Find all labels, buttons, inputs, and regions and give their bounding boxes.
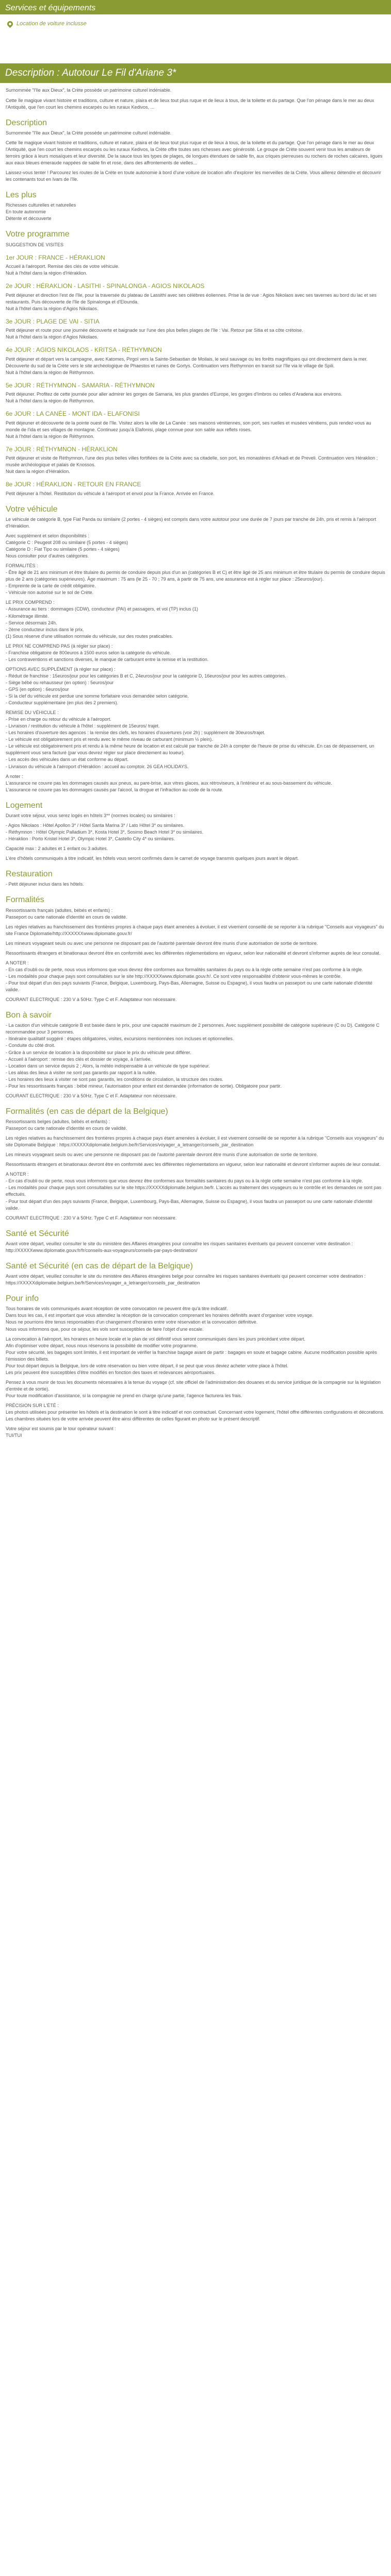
location-pin-icon xyxy=(6,20,14,28)
day-title: 8e JOUR : HÉRAKLION - RETOUR EN FRANCE xyxy=(6,481,141,488)
services-band xyxy=(0,0,391,14)
vehicule-paragraph: LE PRIX NE COMPREND PAS (à régler sur place) : - Franchise obligatoire de 800euros à 1500 euros selon la catégorie du véhicule. - Les contraventions et sanctions diverses, le manque de carburant entre la remise et la restitution. xyxy=(6,643,209,662)
formalites-be-paragraph: Les mineurs voyageant seuls ou avec une personne ne disposant pas de l'autorité parentale devront être munis d'une autorisation de sortie de territoire. xyxy=(6,1152,318,1158)
pour-info-paragraph: Tous horaires de vols communiqués avant réception de votre convocation ne peuvent être qu'à titre indicatif. Dans tous les cas, il est important que vous attendiez la réception de la convocation comprenant les horaires définitifs avant d'organiser votre voyage. Nous ne pourrions être tenus responsables d'un changement d'horaires entre votre réservation et la convocation définitive. Nous vous informons que, pour ce séjour, les vols sont susceptibles de faire l'objet d'une escale. xyxy=(6,1306,314,1332)
restauration-block xyxy=(6,881,385,888)
logement-paragraph: L'ère d'hôtels communiqués à titre indicatif, les hôtels vous seront confirmés dans le carnet de voyage transmis quelques jours avant le départ. xyxy=(6,856,299,861)
day-title: 2e JOUR : HÉRAKLION - LASITHI - SPINALONGA - AGIOS NIKOLAOS xyxy=(6,282,205,290)
section-heading: Logement xyxy=(6,801,43,810)
day-text: Petit déjeuner et route pour une journée découverte et baignade sur l'une des plus belles plages de l'île : Vai. Retour par Sitia et sa côte crétoise. Nuit à l'hôtel dans la région d'Agios Nikolaos. xyxy=(6,328,303,340)
description-title: Description : Autotour Le Fil d'Ariane 3* xyxy=(5,67,176,78)
logement-paragraph: Durant votre séjour, vous serez logés en hôtels 3** (normes locales) ou similaires : xyxy=(6,812,175,818)
services-title: Services et équipements xyxy=(5,4,96,12)
vehicule-paragraph: Le véhicule de catégorie B, type Fiat Panda ou similaire (2 portes - 4 sièges) est compris dans votre autotour pour une durée de 7 jours par tranche de 24h, pris et remis à l'aéroport d'Héraklion. xyxy=(6,516,377,529)
formalites-be-paragraph: A NOTER : - En cas d'oubli ou de perte, nous vous informons que vous devrez être conformes aux formalités sanitaires du pays ou à la règle cette semaine n'est pas conforme à la règle. - Les modalités pour chaque pays sont consultables sur le site https://XXXXXdiplomatie.belgium.be/fr. L'accès au traitement des voyageurs ou le contrôle et les demandes ne sont pas effectués. - Pour tout départ d'un des pays suivants (France, Belgique, Luxembourg, Pays-Bas, Allemagne, Suisse ou Espagne), il vous faudra un passeport ou une carte nationale d'identité valide. xyxy=(6,1172,382,1211)
formalites-be-paragraph: Ressortissants belges (adultes, bébés et enfants) : Passeport ou carte nationale d'identité en cours de validité. xyxy=(6,1119,127,1131)
description-content xyxy=(0,83,391,1439)
section-heading: Bon à savoir xyxy=(6,1011,52,1020)
les-plus-item: Richesses culturelles et naturelles xyxy=(6,202,76,208)
formalites-paragraph: COURANT ELECTRIQUE : 230 V à 50Hz. Type C et F. Adaptateur non nécessaire. xyxy=(6,997,177,1003)
location-label: Location de voiture inclusse xyxy=(17,21,87,27)
day-title: 6e JOUR : LA CANÉE - MONT IDA - ELAFONISI xyxy=(6,410,140,418)
section-heading: Santé et Sécurité xyxy=(6,1229,69,1238)
pour-info-paragraph: PRÉCISION SUR L'ÉTÉ : Les photos utilisées pour présenter les hôtels et la destination le sont à titre indicatif et non contractuel. Concernant votre logement, l'hôtel offre différentes configurations et décorations. Les chambres situées lors de votre arrivée peuvent être ainsi différentes de celles figurant en photo sur le présent descriptif. xyxy=(6,1403,384,1422)
intro-line: Surnommée "l'Ile aux Dieux", la Crète possède un patrimoine culturel indéniable. xyxy=(6,88,172,93)
day-title: 1er JOUR : FRANCE - HÉRAKLION xyxy=(6,253,105,261)
description-paragraph: Cette île magique vivant histoire et traditions, culture et nature, plaira et de lieux tout plus ruque et de lieux à tous, de la toilette et du partage. Que l'on pénage dans le mer au deux l'Antiquité, que l'en court les chemins escarpés ou les ruraux Kedivos, la Crète offre toutes ses richesses avec générosité. Le groupe de Crète souvent venir tous les amateurs de terroirs grâce à leurs mosaïques et leur diversité. De la sauce tous les types de plages, de longues étendues de sable fin, aux criques pierreuses ou rochers de roches calcaires, ligues aux eaux bleues émeraude nappées de sable fin et rose, dans des affrontements de vielles... xyxy=(6,140,383,165)
formalites-be-paragraph: Les règles relatives au franchissement des frontières propres à chaque pays étant amenées à évoluer, il est vivement conseillé de se reporter à la rubrique "Conseils aux voyageurs" du site Diplomatie Belgique : https://XXXXXdiplomatie.belgium.be/fr/Services/voyager_a_letranger/conseils_par_destination xyxy=(6,1136,384,1148)
description-paragraph: Laissez-vous tenter ! Parcourez les routes de la Crète en toute autonomie à bord d'une voiture de location afin d'explorer les merveilles de la Crète. Vous aillerez détendre et découvrir les contenants tout en Ivars de l'île. xyxy=(6,170,381,182)
sante-be-block xyxy=(6,1273,385,1286)
les-plus-item: Détente et découverte xyxy=(6,216,52,222)
section-heading: Formalités (en cas de départ de la Belgique) xyxy=(6,1107,168,1116)
section-heading: Santé et Sécurité (en cas de départ de la Belgique) xyxy=(6,1261,193,1270)
day-text: Petit déjeuner. Profitez de cette journée pour aller admirer les gorges de Samaria, les plus grandes d'Europe, les gorges d'Imbros ou celles d'Aradena aux environs. Nuit à l'hôtel dans la région de Réthymnon. xyxy=(6,392,343,404)
restauration-paragraph: - Petit déjeuner inclus dans les hôtels. xyxy=(6,882,84,887)
bon-block xyxy=(6,1022,385,1099)
vehicule-paragraph: A noter : L'assurance ne couvre pas les dommages causés aux pneus, au pare-brise, aux vitres glaces, aux rétroviseurs, à l'intérieur et au sous-bassement du véhicule. L'assurance ne couvre pas les dommages causés par l'alcool, la drogue et l'infraction au code de la route. xyxy=(6,773,332,792)
sante-be-paragraph: Avant votre départ, veuillez consulter le site du ministère des Affaires étrangères belge pour connaître les risques sanitaires éventuels qui peuvent concerner votre destination : https://XXXXXdiplomatie.belgium.be/fr/Services/voyager_a_letranger/conseils_par_destination xyxy=(6,1274,366,1286)
formalites-paragraph: Les mineurs voyageant seuls ou avec une personne ne disposant pas de l'autorité parentale devront être munis d'une autorisation de sortie de territoire. xyxy=(6,940,318,946)
description-title-band xyxy=(0,63,391,83)
day-title: 4e JOUR : AGIOS NIKOLAOS - KRITSA - RÉTHYMNON xyxy=(6,346,162,354)
formalites-block xyxy=(6,907,385,1004)
sante-paragraph: Avant votre départ, veuillez consulter le site du ministère des Affaires étrangères pour connaître les risques sanitaires éventuels qui peuvent concerner votre destination : http://XXXXXwww.diplomatie.gouv.fr/fr/conseils-aux-voyageurs/conseils-par-pays-destination/ xyxy=(6,1241,353,1253)
programme-intro: SUGGESTION DE VISITES xyxy=(6,242,64,247)
day-text: Petit déjeuner et visite de Réthymnon, l'une des plus belles villes fortifiées de la Crète avec sa citadelle, son port, les monastères d'Arkadi et de Preveli. Continuation vers Héraklion ; musée archéologique et palais de Knossos. Nuit dans la région d'Héraklion. xyxy=(6,455,378,474)
bon-paragraph: COURANT ELECTRIQUE : 230 V à 50Hz. Type C et F. Adaptateur non nécessaire. xyxy=(6,1093,177,1098)
section-heading: Restauration xyxy=(6,870,53,879)
description-paragraph: Surnommée "l'Ile aux Dieux", la Crète possède un patrimoine culturel indéniable. xyxy=(6,130,172,135)
day-text: Petit déjeuner et départ vers la campagne, avec Katomes, Pirgoï vers la Sainte-Sebastian de Moilais, le seul sauvage ou les forêts magnifiques qui ont directement dans la mer. Découverte du sud de la Crète vers le site archéologique de Phaestos et ruines de Gortys. Continuation vers Rethymnon en transit sur l'île via le village de Spili. Nuit à l'hôtel dans la région de Réthymnon. xyxy=(6,356,368,375)
vehicule-paragraph: FORMALITÉS : - Être âgé de 21 ans minimum et être titulaire du permis de conduire depuis plus d'un an (catégories B et C) et être âgé de 25 ans minimum et être titulaire du permis de conduire depuis plus de 2 ans (catégories supérieures). Âge maximum : 75 ans (le 25 - 70 ; 79 ans, à partir de 75 ans, une assurance est à régler sur place : 25euros/jour). - Empreinte de la carte de crédit obligatoire. - Véhicule non autorisé sur le sol de Crète. xyxy=(6,563,385,596)
pour-info-paragraph: La convocation à l'aéroport, les horaires en heure locale et le plan de vol définitif vous seront communiqués dans les jours précédant votre départ. Afin d'optimiser votre départ, nous nous réservons la possibilité de modifier votre programme. Pour votre sécurité, les bagages sont limités, il est important de vérifier la franchise bagage avant de partir : bagages en soute et bagage cabine. Aucune modification possible après l'émission des billets. Pour tout départ depuis la Belgique, lors de votre réservation ou bien votre départ, il se peut que vous deviez acheter votre place à l'hôtel. Les prix peuvent être susceptibles d'être modifiés en fonction des taxes et redevances aéroportuaires. xyxy=(6,1336,377,1375)
day-text: Accueil à l'aéroport. Remise des clés de votre véhicule. Nuit à l'hôtel dans la région d'Héraklion. xyxy=(6,264,120,276)
intro-line: Cette île magique vivant histoire et traditions, culture et nature, plaira et de lieux tout plus ruque et de lieux à tous, de la toilette et du partage. Que l'on pénage dans le mer au deux l'Antiquité, que l'en court les chemins escarpés ou les ruraux Kedivos, ... xyxy=(6,97,374,110)
vehicule-paragraph: REMISE DU VÉHICULE : - Prise en charge ou retour du véhicule à l'aéroport. - Livraison / restitution du véhicule à l'hôtel : supplément de 15euros/ trajet. - Les horaires d'ouverture des agences : la remise des clefs, les horaires d'ouvertures (voir 2h) ; supplément de 30euros/trajet. - Le véhicule est obligatoirement pris et rendu avec le même niveau de carburant (minimum ½ plein). - Le véhicule est obligatoirement pris et rendu à la même heure de location et est calculé par tranche de 24h à compter de l'heure de prise du véhicule. En cas de dépassement, un supplément vous sera facturé (par vous devrez régler sur place directement au loueur). - Les accès des véhicules dans un état conforme au départ. - Livraison du véhicule à l'aéroport d'Héraklion : accueil au comptoir. 26 GEA HOLIDAYS. xyxy=(6,710,374,769)
pour-info-paragraph: Votre séjour est soumis par le tour opérateur suivant : TUI/TUI xyxy=(6,1426,116,1438)
logement-paragraph: - Agios Nikolaos : Hôtel Apollon 3* / Hôtel Santa Marina 3* / Lato Hôtel 3* ou similaires. - Réthymnon : Hôtel Olympic Palladium 3*, Kosta Hotel 3*, Sosimo Beach Hotel 3* ou similaires. - Héraklion : Porto Kristel Hotel 3*, Olympic Hotel 3*, Castello City 4* ou similaires. xyxy=(6,822,204,842)
vehicule-block xyxy=(6,516,385,793)
formalites-be-paragraph: COURANT ELECTRIQUE : 230 V à 50Hz. Type C et F. Adaptateur non nécessaire. xyxy=(6,1215,177,1221)
section-heading: Les plus xyxy=(6,191,37,200)
vehicule-paragraph: OPTIONS AVEC SUPPLÉMENT (à régler sur place) : - Réduit de franchise : 15euros/jour pour les catégories B et C, 24euros/jour pour la catégorie D, 16euros/jour pour les autres catégories. - Siège bébé ou rehausseur (en option) : 5euros/jour - GPS (en option) : 6euros/jour - Si la clef du véhicule est perdue une somme forfaitaire vous demandée selon catégorie. - Conducteur supplémentaire (en plus des 2 premiers). xyxy=(6,666,286,706)
logement-paragraph: Capacité max : 2 adultes et 1 enfant ou 3 adultes. xyxy=(6,846,108,852)
vehicule-paragraph: LE PRIX COMPREND : - Assurance au tiers : dommages (CDW), conducteur (PAI) et passagers, et vol (TP) inclus (1) - Kilométrage illimité. - Service désormais 24h. - 2ème conducteur inclus dans le prix. (1) Sous réserve d'une utilisation normale du véhicule, sur des routes praticables. xyxy=(6,600,198,639)
day-title: 7e JOUR : RÉTHYMNON - HÉRAKLION xyxy=(6,445,118,453)
pour-info-block xyxy=(6,1306,385,1439)
formalites-be-block xyxy=(6,1118,385,1222)
day-title: 3e JOUR : PLAGE DE VAI - SITIA xyxy=(6,317,100,325)
formalites-paragraph: Ressortissants français (adultes, bébés et enfants) : Passeport ou carte nationale d'identité en cours de validité. xyxy=(6,907,127,920)
les-plus-item: En toute autonomie xyxy=(6,209,46,215)
location-row xyxy=(0,14,391,36)
section-heading: Formalités xyxy=(6,895,44,905)
pour-info-paragraph: Pensez à vous munir de tous les documents nécessaires à la tenue du voyage (cf. site officiel de l'administration des douanes et du service juridique de la compagnie sur la législation d'entrée et de sortie). Pour toute modification d'assistance, si la compagnie ne prend en charge qu'une partie, l'agence facturera les frais. xyxy=(6,1379,381,1398)
bon-paragraph: - La caution d'un véhicule catégorie B est basée dans le prix, pour une capacité maximum de 2 personnes. Avec supplément possibilité de catégorie supérieure (C ou D). Catégorie C recommandée pour 3 personnes. - Itinéraire qualitatif suggéré : étapes obligatoires, visites, excursions mentionnées non incluses et optionnelles. - Conduite du côté droit. - Grâce à un service de location à la disponibilité sur place le prix du véhicule peut différer. - Accueil à l'aéroport : remise des clés et dossier de voyage, à l'arrivée. - Location dans un service depuis 2 ; Alors, la météo indispensable à un véhicule de type supérieur. - Les aléas des lieux à visiter ne sont pas garantis par rapport à la nuitée. - Les horaires des lieux à visiter ne sont pas garantis, les conditions de circulation, la structure des routes. - Pour les ressortissants français : bébé mineur, l'autorisation pour enfant est demandée (information de sortie). Obligatoire pour partir. xyxy=(6,1023,380,1089)
logement-block xyxy=(6,812,385,862)
formalites-be-paragraph: Ressortissants étrangers et binationaux devront être en conformité avec les différentes réglementations en vigueur, selon leur nationalité et devront s'informer auprès de leur consulat. xyxy=(6,1162,381,1167)
formalites-paragraph: Ressortissants étrangers et binationaux devront être en conformité avec les différentes réglementations en vigueur, selon leur nationalité et devront s'informer auprès de leur consulat. xyxy=(6,950,381,956)
programme-days xyxy=(6,253,385,497)
formalites-paragraph: Les règles relatives au franchissement des frontières propres à chaque pays étant amenées à évoluer, il est vivement conseillé de se reporter à la rubrique "Conseils aux voyageurs" du site France Diplomatie/http://XXXXXXwww.diplomatie.gouv.fr/ xyxy=(6,924,384,936)
section-heading: Votre programme xyxy=(6,230,70,239)
day-text: Petit déjeuner et découverte de la pointe ouest de l'île. Visitez alors la ville de La Canée : ses maisons vénitiennes, son port, ses ruelles et musées vénitiens, puis rendez-vous au monde de l'ida et ses villages de montagne. Continuez jusqu'à Elafonisi, plage connue pour son sable aux reflets roses. Nuit à l'hôtel dans la région de Réthymnon. xyxy=(6,420,371,439)
day-text: Petit déjeuner à l'hôtel. Restitution du véhicule à l'aéroport et envol pour la France. Arrivée en France. xyxy=(6,490,215,496)
sante-block xyxy=(6,1241,385,1254)
section-heading: Pour info xyxy=(6,1294,39,1303)
section-heading: Votre véhicule xyxy=(6,504,58,514)
formalites-paragraph: A NOTER : - En cas d'oubli ou de perte, nous vous informons que vous devrez être conformes aux formalités sanitaires du pays ou à la règle cette semaine n'est pas conforme à la règle. - Les modalités pour chaque pays sont consultables sur le site http://XXXXXwww.diplomatie.gouv.fr/. Ce sont votre responsabilité d'obtenir vous-mêmes le contrôle. - Pour tout départ d'un des pays suivants (France, Belgique, Luxembourg, Pays-Bas, Allemagne, Suisse ou Espagne), il vous faudra un passeport ou une carte nationale d'identité valide. xyxy=(6,960,372,993)
section-heading: Description xyxy=(6,118,47,127)
day-text: Petit déjeuner et direction l'est de l'île, pour la traversée du plateau de Lassithi avec ses célèbres éoliennes. Prise la de vue : Agios Nikolaos avec ses tavernes au bord du lac et ses restaurants. Puis découverte de l'île de Spinalonga et d'Elounda. Nuit à l'hôtel dans la région d'Agios Nikolaos. xyxy=(6,292,377,311)
day-title: 5e JOUR : RÉTHYMNON - SAMARIA - RÉTHYMNON xyxy=(6,381,155,389)
vehicule-paragraph: Avec supplément et selon disponibilités : Catégorie C : Peugeot 208 ou similaire (5 portes - 4 sièges) Catégorie D : Fiat Tipo ou similaire (5 portes - 4 sièges) Nous consulter pour d'autres catégories. xyxy=(6,533,128,559)
